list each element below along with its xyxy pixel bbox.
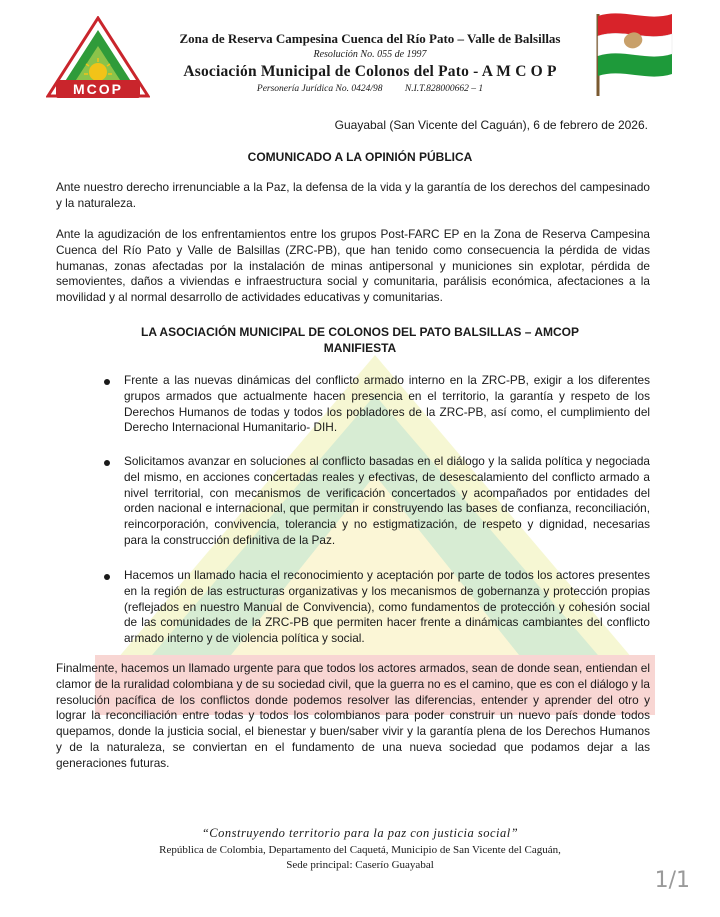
header-resolution: Resolución No. 055 de 1997 (313, 49, 427, 60)
bullet-dot (104, 379, 110, 385)
header-nit: N.I.T.828000662 – 1 (404, 84, 484, 94)
bullet-dot (104, 460, 110, 466)
bullet-item: Solicitamos avanzar en soluciones al conflicto basadas en el diálogo y la salida política y negociada del mismo, en acciones concertadas reales y efectivas, de desescalamiento del conflicto armado a nivel territorial, con mecanismos de verificación concertados y acompañados por entidades del orden nacional e internacional, que permitan ir construyendo las bases de confianza, reconciliación, reincorporación, convivencia, tolerancia y no estigmatización, de respeto y dignidad, necesarias para la construcción definitiva de la Paz. (124, 454, 650, 547)
footer-sede: Sede principal: Caserío Guayabal (286, 859, 434, 871)
logo-text: MCOP (73, 81, 123, 97)
document-title: COMUNICADO A LA OPINIÓN PÚBLICA (247, 150, 473, 164)
bullet-item: Frente a las nuevas dinámicas del conflicto armado interno en la ZRC-PB, exigir a los diferentes grupos armados que actualmente hacen presencia en el territorio, la garantía y respeto de los Derechos Humanos de todas y todos los pobladores de la ZRC-PB, así como, el cumplimiento del Derecho Internacional Humanitario- DIH. (124, 373, 650, 435)
document-date: Guayabal (San Vicente del Caguán), 6 de febrero de 2026. (334, 118, 648, 132)
manifest-heading (0, 324, 720, 356)
manifest-heading-line1: LA ASOCIACIÓN MUNICIPAL DE COLONOS DEL PATO BALSILLAS – AMCOP (140, 325, 580, 339)
flag-icon (592, 6, 676, 98)
bullet-item: Hacemos un llamado hacia el reconocimiento y aceptación por parte de todos los actores presentes en la región de las estructuras organizativas y los mecanismos de gobernanza y protección propias (reflejados en nuestro Manual de Convivencia), como fundamentos de protección y cohesión social de las comunidades de la ZRC-PB que permiten hacer frente a dinámicas cambiantes del conflicto armado interno y de violencia política y social. (124, 568, 650, 646)
bullet-dot (104, 574, 110, 580)
manifest-heading-line2: MANIFIESTA (323, 341, 397, 355)
footer-address: República de Colombia, Departamento del Caquetá, Municipio de San Vicente del Caguán, (159, 844, 561, 856)
closing-paragraph: Finalmente, hacemos un llamado urgente para que todos los actores armados, sean de donde sean, entiendan el clamor de la ruralidad colombiana y de su sociedad civil, que la guerra no es el camino, que es con el diálogo y la resolución pacífica de los conflictos donde podemos resolver las diferencias, entender y aprender del otro y lograr la reconciliación entre todas y todos los colombianos para poder construir un nuevo país donde todos quepamos, donde la justicia social, el bienestar y buen/saber vivir y la garantía plena de los Derechos Humanos y de la naturaleza, se conviertan en el fundamento de una nueva sociedad que podamos dejar a las generaciones futuras. (56, 661, 650, 770)
header-association: Asociación Municipal de Colonos del Pato - A M C O P (183, 63, 557, 80)
header-personeria: Personería Jurídica No. 0424/98 (256, 84, 383, 94)
intro-paragraph: Ante nuestro derecho irrenunciable a la Paz, la defensa de la vida y la garantía de los derechos del campesinado y la naturaleza. (56, 180, 650, 210)
amcop-logo (46, 16, 150, 102)
header-legal-ids (150, 84, 590, 94)
header-zone: Zona de Reserva Campesina Cuenca del Río Pato – Valle de Balsillas (179, 31, 561, 46)
page-indicator: 1/1 (654, 868, 690, 893)
context-paragraph: Ante la agudización de los enfrentamientos entre los grupos Post-FARC EP en la Zona de Reserva Campesina Cuenca del Río Pato y Valle de Balsillas (ZRC-PB), que han tenido como consecuencia la pérdida de vidas humanas, zonas afectadas por la instalación de minas antipersonal y municiones sin explotar, pérdida de semovientes, daños a viviendas e infraestructura social y comunitaria, parálisis económica, afectaciones a la movilidad y al normal desarrollo de actividades educativas y comunitarias. (56, 227, 650, 305)
footer-slogan: “Construyendo territorio para la paz con justicia social” (201, 826, 519, 840)
